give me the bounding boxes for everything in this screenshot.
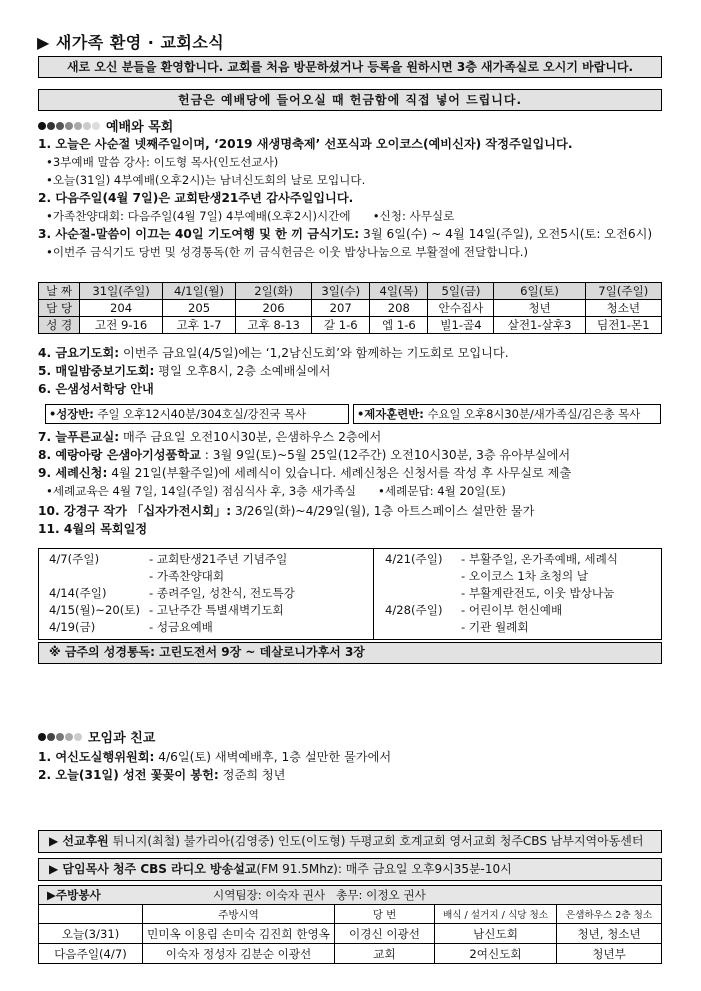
table-cell: 청년	[494, 300, 585, 317]
table-row	[39, 317, 662, 334]
table-cell: 안수집사	[428, 300, 494, 317]
list-item: 4/28(주일) - 어린이부 헌신예배	[385, 603, 563, 617]
mission-support-bar: ▶ 선교후원 튀니지(최철) 불가리아(김영중) 인도(이도형) 두평교회 호계교회 영서교회 청주CBS 남부지역아동센터	[38, 830, 662, 853]
list-item: - 기관 월례회	[461, 620, 529, 634]
worship-item-2: 2. 다음주일(4월 7일)은 교회탄생21주년 감사주일입니다.	[38, 191, 354, 205]
fasting-schedule-table	[38, 282, 662, 334]
table-cell: 살전1-살후3	[494, 317, 585, 334]
study-class-disciple: •제자훈련반: 수요일 오후8시30분/새가족실/김은총 목사	[353, 404, 661, 424]
table-cell: 은샘하우스 2층 청소	[557, 905, 662, 924]
list-item: - 부활계란전도, 이웃 밥상나눔	[461, 586, 615, 600]
worship-item-10: 10. 강경구 작가 「십자가전시회」: 3/26일(화)~4/29일(월), 1층 아트스페이스 설만한 물가	[38, 504, 535, 518]
april-schedule-left	[49, 551, 295, 636]
table-cell: 207	[312, 300, 370, 317]
fellowship-item-1: 1. 여신도실행위원회: 4/6일(토) 새벽예배후, 1층 설만한 물가에서	[38, 750, 392, 764]
table-cell: 민미옥 이용림 손미숙 김진희 한영옥	[143, 924, 335, 944]
worship-item-9: 9. 세례신청: 4월 21일(부활주일)에 세례식이 있습니다. 세례신청은 신청서를 작성 후 사무실로 제출	[38, 466, 572, 480]
list-item: 4/19(금) - 성금요예배	[49, 620, 213, 634]
table-cell: 날 짜	[39, 283, 80, 300]
list-item: 4/7(주일) - 교회탄생21주년 기념주일	[49, 552, 288, 566]
table-cell: 빌1-골4	[428, 317, 494, 334]
april-schedule-box	[38, 548, 662, 640]
table-cell: 206	[236, 300, 312, 317]
list-item: 4/14(주일) - 종려주일, 성찬식, 전도특강	[49, 586, 295, 600]
worship-sub-3: •가족찬양대회: 다음주일(4월 7일) 4부예배(오후2시)시간에 •신청: 사무실로	[46, 209, 455, 223]
table-cell	[39, 905, 143, 924]
table-cell: 오늘(3/31)	[39, 924, 143, 944]
column-divider	[373, 549, 374, 639]
weekly-bible-reading: ※ 금주의 성경통독: 고린도전서 9장 ~ 데살로니가후서 3장	[38, 642, 662, 664]
bullet-dots-icon	[38, 122, 100, 130]
table-cell: 204	[80, 300, 163, 317]
table-cell: 청년부	[557, 944, 662, 964]
worship-sub-1: •3부예배 말씀 강사: 이도형 목사(인도선교사)	[46, 155, 279, 169]
table-row	[39, 283, 662, 300]
fellowship-heading	[38, 727, 155, 746]
kitchen-label: ▶주방봉사	[47, 888, 101, 902]
worship-items	[38, 135, 678, 261]
bullet-dots-icon	[38, 733, 82, 741]
table-cell: 고후 1-7	[162, 317, 235, 334]
welcome-banner: 새로 오신 분들을 환영합니다. 교회를 처음 방문하셨거나 등록을 원하시면 3층 새가족실로 오시기 바랍니다.	[38, 56, 662, 78]
worship-sub-4: •이번주 금식기도 당번 및 성경통독(한 끼 금식헌금은 이웃 밥상나눔으로 부활절에 전달합니다.)	[46, 245, 529, 259]
table-cell: 남신도회	[435, 924, 557, 944]
table-row	[39, 300, 662, 317]
kitchen-leaders: 시역팀장: 이숙자 권사 총무: 이정오 권사	[213, 888, 426, 902]
table-cell: 이경신 이광선	[335, 924, 435, 944]
table-cell: 2여신도회	[435, 944, 557, 964]
worship-items-2	[38, 344, 678, 398]
study-class-growth: •성장반: 주일 오후12시40분/304호실/강진국 목사	[45, 404, 349, 424]
table-cell: 담 당	[39, 300, 80, 317]
worship-item-5: 5. 매일밤중보기도회: 평일 오후8시, 2층 소예배실에서	[38, 364, 331, 378]
fellowship-item-2: 2. 오늘(31일) 성전 꽃꽂이 봉헌: 정준희 청년	[38, 768, 286, 782]
table-cell: 3일(수)	[312, 283, 370, 300]
table-cell: 교회	[335, 944, 435, 964]
kitchen-service-table	[38, 885, 662, 964]
table-cell: 6일(토)	[494, 283, 585, 300]
radio-sermon-bar: ▶ 담임목사 청주 CBS 라디오 방송설교(FM 91.5Mhz): 매주 금요일 오후9시35분-10시	[38, 858, 662, 881]
table-cell: 이숙자 정성자 김분순 이광선	[143, 944, 335, 964]
table-cell: 고전 9-16	[80, 317, 163, 334]
worship-sub-2: •오늘(31일) 4부예배(오후2시)는 남녀신도회의 날로 모입니다.	[46, 173, 366, 187]
table-row	[39, 944, 662, 964]
list-item: 4/21(주일) - 부활주일, 온가족예배, 세례식	[385, 552, 619, 566]
table-cell: 갈 1-6	[312, 317, 370, 334]
table-cell: 205	[162, 300, 235, 317]
worship-item-6: 6. 은샘성서학당 안내	[38, 382, 154, 396]
table-cell: 다음주일(4/7)	[39, 944, 143, 964]
table-cell: 고후 8-13	[236, 317, 312, 334]
fellowship-items	[38, 748, 678, 784]
table-cell: 31일(주일)	[80, 283, 163, 300]
table-cell: 딤전1-몬1	[585, 317, 661, 334]
worship-item-11: 11. 4월의 목회일정	[38, 522, 148, 536]
list-item: 4/15(월)~20(토) - 고난주간 특별새벽기도회	[49, 603, 284, 617]
worship-item-7: 7. 늘푸른교실: 매주 금요일 오전10시30분, 은샘하우스 2층에서	[38, 430, 382, 444]
table-cell: 배식 / 설거지 / 식당 청소	[435, 905, 557, 924]
table-cell: 7일(주일)	[585, 283, 661, 300]
table-cell: 208	[370, 300, 428, 317]
kitchen-header-row	[39, 886, 662, 905]
worship-item-8: 8. 예랑아랑 은샘아기성품학교 : 3월 9일(토)~5월 25일(12주간) 오전10시30분, 3층 유아부실에서	[38, 448, 571, 462]
table-cell: 당 번	[335, 905, 435, 924]
worship-sub-5: •세례교육은 4월 7일, 14일(주일) 점심식사 후, 3층 새가족실 •세례문답: 4월 20일(토)	[46, 484, 506, 498]
table-cell: 4일(목)	[370, 283, 428, 300]
table-cell: 성 경	[39, 317, 80, 334]
worship-item-1: 1. 오늘은 사순절 넷째주일이며, ‘2019 새생명축제’ 선포식과 오이코스(예비신자) 작정주일입니다.	[38, 137, 573, 151]
april-schedule-right	[385, 551, 618, 636]
page-title: ▶ 새가족 환영 · 교회소식	[37, 33, 225, 52]
list-item: - 가족찬양대회	[149, 569, 225, 583]
table-row	[39, 905, 662, 924]
fellowship-heading-text: 모임과 친교	[88, 731, 156, 746]
table-cell: 4/1일(월)	[162, 283, 235, 300]
worship-items-3	[38, 428, 678, 538]
worship-item-4: 4. 금요기도회: 이번주 금요일(4/5일)에는 ‘1,2남신도회’와 함께하는 기도회로 모입니다.	[38, 346, 509, 360]
table-row	[39, 924, 662, 944]
worship-heading-text: 예배와 목회	[106, 120, 174, 135]
table-cell: 주방시역	[143, 905, 335, 924]
table-cell: 청소년	[585, 300, 661, 317]
table-cell: 엡 1-6	[370, 317, 428, 334]
table-row	[39, 886, 662, 905]
worship-item-3: 3. 사순절-말씀이 이끄는 40일 기도여행 및 한 끼 금식기도: 3월 6일(수) ~ 4월 14일(주일), 오전5시(토: 오전6시)	[38, 227, 653, 241]
offering-banner: 헌금은 예배당에 들어오실 때 헌금함에 직접 넣어 드립니다.	[38, 89, 662, 111]
table-cell: 5일(금)	[428, 283, 494, 300]
table-cell: 2일(화)	[236, 283, 312, 300]
worship-heading	[38, 116, 173, 135]
list-item: - 오이코스 1차 초청의 날	[461, 569, 589, 583]
table-cell: 청년, 청소년	[557, 924, 662, 944]
